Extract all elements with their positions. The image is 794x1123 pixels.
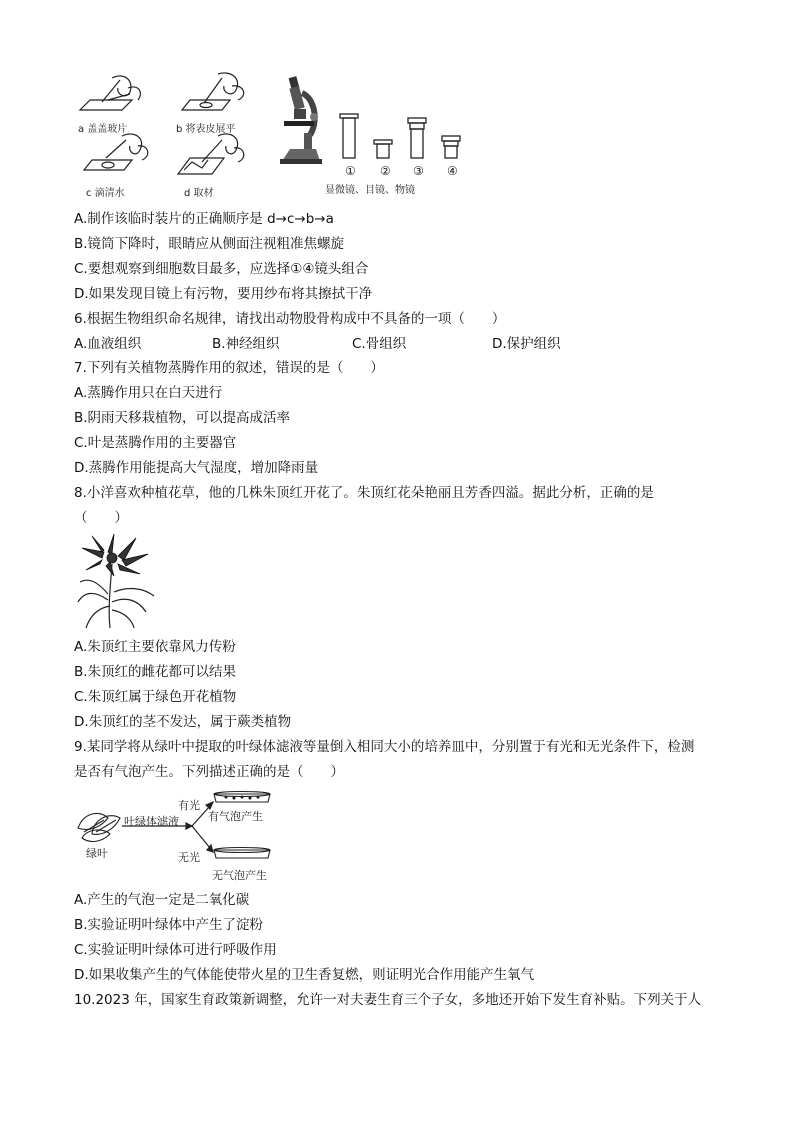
light-result: 有气泡产生: [208, 810, 263, 823]
q9-option-c: C.实验证明叶绿体可进行呼吸作用: [74, 942, 277, 958]
arrow-label: 叶绿体滤液: [124, 815, 179, 828]
q6-stem: 6.根据生物组织命名规律，请找出动物股骨构成中不具备的一项（ ）: [74, 311, 506, 327]
green-leaves-icon: [78, 813, 120, 841]
q7-option-a: A.蒸腾作用只在白天进行: [74, 385, 223, 401]
leaf-label: 绿叶: [86, 847, 108, 860]
dish-with-bubbles-icon: [214, 792, 270, 803]
q6-option-a: A.血液组织: [74, 336, 142, 352]
dish-without-bubbles-icon: [214, 848, 270, 859]
q5-option-b: B.镜筒下降时，眼睛应从侧面注视粗准焦螺旋: [74, 236, 345, 252]
step-c-water-drop-icon: [84, 134, 148, 170]
q8-option-c: C.朱顶红属于绿色开花植物: [74, 689, 237, 705]
dark-result: 无气泡产生: [212, 869, 267, 882]
dark-label: 无光: [178, 851, 200, 864]
caption-d: d 取材: [184, 188, 214, 199]
lens-caption: 显微镜、目镜、物镜: [325, 185, 415, 196]
lens-4-icon: [442, 136, 460, 158]
amaryllis-flower-image: [74, 530, 160, 630]
lens-3-icon: [408, 118, 426, 158]
lens-2-icon: [374, 140, 392, 158]
lens-number-1: ①: [345, 164, 356, 178]
q8-stem-line2: （ ）: [74, 510, 128, 526]
q9-stem-line1: 9.某同学将从绿叶中提取的叶绿体滤液等量倒入相同大小的培养皿中，分别置于有光和无光条件下，检测: [74, 739, 695, 755]
caption-b: b 将表皮展平: [176, 124, 236, 135]
q7-stem: 7.下列有关植物蒸腾作用的叙述，错误的是（ ）: [74, 360, 384, 376]
q6-option-b: B.神经组织: [212, 336, 280, 352]
q7-option-c: C.叶是蒸腾作用的主要器官: [74, 435, 237, 451]
q6-option-d: D.保护组织: [492, 336, 561, 352]
q8-option-d: D.朱顶红的茎不发达，属于蕨类植物: [74, 714, 292, 730]
microscope-icon: [276, 73, 326, 165]
q5-option-a: A.制作该临时装片的正确顺序是 d→c→b→a: [74, 211, 334, 227]
caption-c: c 滴清水: [86, 188, 125, 199]
q8-option-b: B.朱顶红的雌花都可以结果: [74, 664, 237, 680]
q9-option-b: B.实验证明叶绿体中产生了淀粉: [74, 917, 264, 933]
q5-option-c: C.要想观察到细胞数目最多，应选择①④镜头组合: [74, 261, 369, 277]
q7-option-d: D.蒸腾作用能提高大气湿度，增加降雨量: [74, 460, 319, 476]
q7-option-b: B.阴雨天移栽植物，可以提高成活率: [74, 410, 291, 426]
lenses-illustration: [334, 112, 464, 162]
q8-stem-line1: 8.小洋喜欢种植花草，他的几株朱顶红开花了。朱顶红花朵艳丽且芳香四溢。据此分析，正确的是: [74, 485, 654, 501]
lens-number-4: ④: [447, 164, 458, 178]
lens-number-2: ②: [380, 164, 391, 178]
step-d-take-material-icon: [178, 134, 244, 174]
q9-stem-line2: 是否有气泡产生。下列描述正确的是（ ）: [74, 764, 344, 780]
q5-option-d: D.如果发现目镜上有污物，要用纱布将其擦拭干净: [74, 286, 373, 302]
step-b-spread-epidermis-icon: [182, 73, 244, 110]
q6-option-c: C.骨组织: [352, 336, 407, 352]
step-a-cover-slip-icon: [80, 76, 140, 110]
light-label: 有光: [178, 799, 200, 812]
caption-a: a 盖盖玻片: [78, 124, 128, 135]
q9-option-a: A.产生的气泡一定是二氧化碳: [74, 892, 250, 908]
lens-number-3: ③: [413, 164, 424, 178]
q10-stem-line1: 10.2023 年，国家生育政策新调整，允许一对夫妻生育三个子女，多地还开始下发生育补贴。下列关于人: [74, 992, 702, 1008]
q8-option-a: A.朱顶红主要依靠风力传粉: [74, 639, 236, 655]
lens-1-icon: [340, 114, 358, 158]
q9-option-d: D.如果收集产生的气体能使带火星的卫生香复燃，则证明光合作用能产生氧气: [74, 967, 535, 983]
